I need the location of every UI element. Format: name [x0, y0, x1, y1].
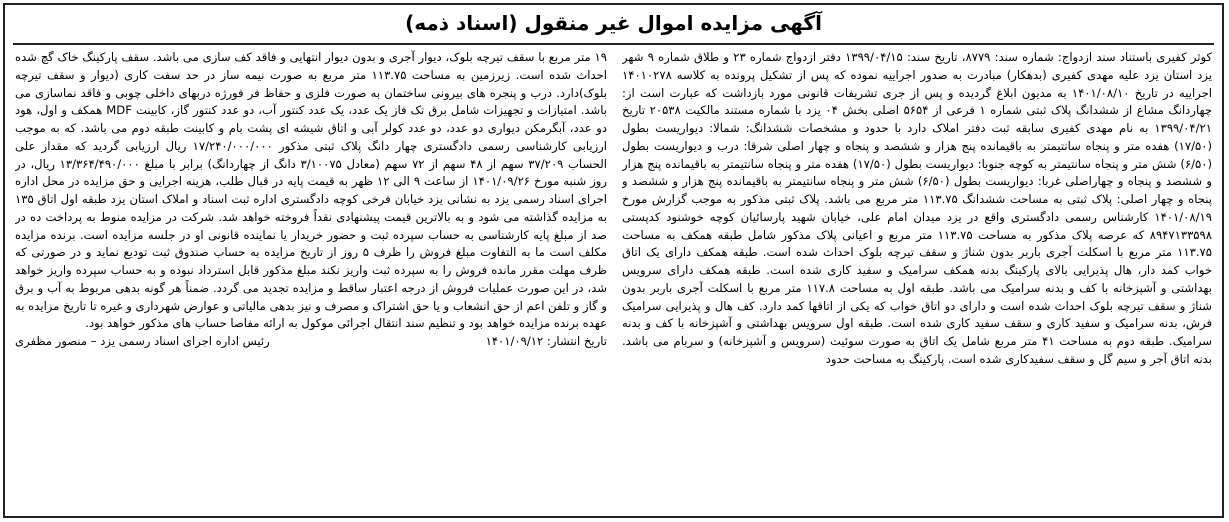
left-column-text: ۱۹ متر مربع با سقف تیرچه بلوک، دیوار آجری و بدون دیوار انتهایی و فاقد کف سازی می باشد. سقف پارکینگ خاک گچ شده احداث شده است. زیرزمین به مساحت ۱۱۳.۷۵ متر مربع به صورت نیمه ساز در حد سفت کاری (دیوار و سقف تیرچه بلوک)دارد. درب و پنجره های بیرونی ساختمان به صورت فلزی و حفاظ فر فورژه دربهای داخلی چوبی و فاقد نماسازی می باشد. امتیازات و تجهیزات شامل برق تک فاز یک عدد، یک عدد کنتور آب، دو عدد کنتور گاز، کابینت MDF همکف و اول، هود دو عدد، آبگرمکن دیواری دو عدد، دو عدد کولر آبی و اتاق شیشه ای پشت بام و کابینت طبقه دوم می باشد. که به موجب ارزیابی کارشناسی رسمی دادگستری چهار دانگ پلاک ثبتی مذکور ۱۷/۲۴۰/۰۰۰/۰۰۰ ریال ارزیابی گردید که مقدار علی الحساب ۳۷/۲۰۹ سهم از ۴۸ سهم از ۷۲ سهم (معادل ۳/۱۰۰۷۵ دانگ از چهاردانگ) برابر با مبلغ ۱۳/۳۶۴/۴۹۰/۰۰۰ ریال، در روز شنبه مورخ ۱۴۰۱/۰۹/۲۶ از ساعت ۹ الی ۱۲ ظهر به قیمت پایه در قبال طلب، هزینه اجرایی و حق مزایده در محل اداره اجرای اسناد رسمی یزد به نشانی یزد خیابان فرخی کوچه دادگستری اداره ثبت اسناد و املاک استان یزد طبقه اول اتاق ۱۳۵ به مزایده گذاشته می شود و به بالاترین قیمت پیشنهادی نقداً فروخته خواهد شد. شرکت در مزایده منوط به پرداخت ده در صد از مبلغ پایه کارشناسی به حساب سپرده ثبت و حضور خریدار یا نماینده قانونی او در جلسه مزایده است. برنده مزایده مکلف است ما به التفاوت مبلغ فروش را ظرف ۵ روز از تاریخ مزایده به حساب صندوق ثبت تودیع نماید و در صورتی که ظرف مهلت مقرر مانده فروش را به سپرده ثبت واریز نکند مبلغ مذکور قابل استرداد نبوده و به حساب سپرده واریز خواهد شد، در این صورت عملیات فروش از درجه اعتبار ساقط و مزایده تجدید می گردد. ضمناً هر گونه بدهی مربوط به آب و برق و گاز و تلفن اعم از حق انشعاب و یا حق اشتراک و مصرف و نیز بدهی مالیاتی و عوارض شهرداری و غیره تا تاریخ مزایده به عهده برنده مزایده خواهد بود و تنظیم سند انتقال اجرائی موکول به ارائه مفاصا حساب های مذکور خواهد بود. [15, 50, 607, 331]
notice-title: آگهی مزایده اموال غیر منقول (اسناد ذمه) [405, 11, 822, 35]
right-column-text: کوثر کفیری باستناد سند ازدواج: شماره سند: ۸۷۷۹، تاریخ سند: ۱۳۹۹/۰۴/۱۵ دفتر ازدواج شماره ۲۳ و طلاق شماره ۹ شهر یزد استان یزد علیه مهدی کفیری (بدهکار) مبادرت به صدور اجراییه نموده که پس از تشکیل پرونده به کلاسه ۱۴۰۱۰۲۷۸ اجراییه در تاریخ ۱۴۰۱/۰۸/۱۰ به مدیون ابلاغ گردیده و پس از جری تشریفات قانونی مورد بازداشت که عبارت است از: چهاردانگ مشاع از ششدانگ پلاک ثبتی شماره ۱ فرعی از ۵۶۵۴ اصلی بخش ۰۴ یزد با شماره مستند مالکیت ۲۰۵۳۸ تاریخ ۱۳۹۹/۰۴/۲۱ به نام مهدی کفیری سابقه ثبت دفتر املاک دارد با حدود و مشخصات ششدانگ: شمالا: دیواریست بطول (۱۷/۵۰) هفده متر و پنجاه سانتیمتر به باقیمانده پنج هزار و ششصد و پنجاه و چهار اصلی شرقا: درب و دیواریست بطول (۶/۵۰) شش متر و پنجاه سانتیمتر به کوچه جنوبا: دیواریست بطول (۱۷/۵۰) هفده متر و پنجاه سانتیمتر به باقیمانده پنج هزار و ششصد و پنجاه و چهاراصلی غربا: دیواریست بطول (۶/۵۰) شش متر و پنجاه سانتیمتر به باقیمانده پنج هزار و ششصد و پنجاه و چهار اصلی: پلاک ثبتی به مساحت ششدانگ ۱۱۳.۷۵ متر مربع می باشد. پلاک ثبتی مذکور به موجب گزارش مورخ ۱۴۰۱/۰۸/۱۹ کارشناس رسمی دادگستری واقع در یزد میدان امام علی، خیابان شهید پارسائیان کوچه خوشنود کدپستی ۸۹۴۷۱۳۳۵۹۸ که عرصه پلاک مذکور به مساحت ۱۱۳.۷۵ متر مربع و اعیانی پلاک مذکور شامل طبقه همکف به مساحت ۱۱۳.۷۵ متر مربع با اسکلت آجری باربر بدون شناژ و سقف تیرچه بلوک احداث شده است. طبقه همکف دارای یک اتاق خواب کمد دار، هال پذیرایی بالای پارکینگ بدنه همکف سرامیک و سفید کاری شده است. طبقه همکف دارای سرویس بهداشتی و آشپزخانه با کف و بدنه سرامیک می باشد. طبقه اول به مساحت ۱۱۷.۸ متر مربع با اسکلت آجری باربر بدون شناژ و سقف تیرچه بلوک احداث شده است و دارای دو اتاق خواب که یکی از اتاقها کمد دارد. کف هال و پذیرایی سرامیک فرش، بدنه سرامیک و سفید کاری و سقف سفید کاری شده است. طبقه اول سرویس بهداشتی و آشپزخانه با کف و بدنه سرامیک. طبقه دوم به مساحت ۴۱ متر مربع شامل یک اتاق به صورت سوئیت (سرویس و آشپزخانه) و سربام می باشد. بدنه اتاق آجر و سیم گل و سقف سفیدکاری شده است. پارکینگ به مساحت حدود [622, 50, 1212, 366]
notice-frame [3, 3, 1224, 518]
right-text-column [622, 49, 1212, 515]
left-text-column [15, 49, 607, 515]
signature: رئیس اداره اجرای اسناد رسمی یزد – منصور مظفری [15, 334, 270, 348]
title-divider [13, 43, 1214, 45]
footer-line [15, 333, 607, 351]
publish-date: تاریخ انتشار: ۱۴۰۱/۰۹/۱۲ [485, 334, 607, 348]
